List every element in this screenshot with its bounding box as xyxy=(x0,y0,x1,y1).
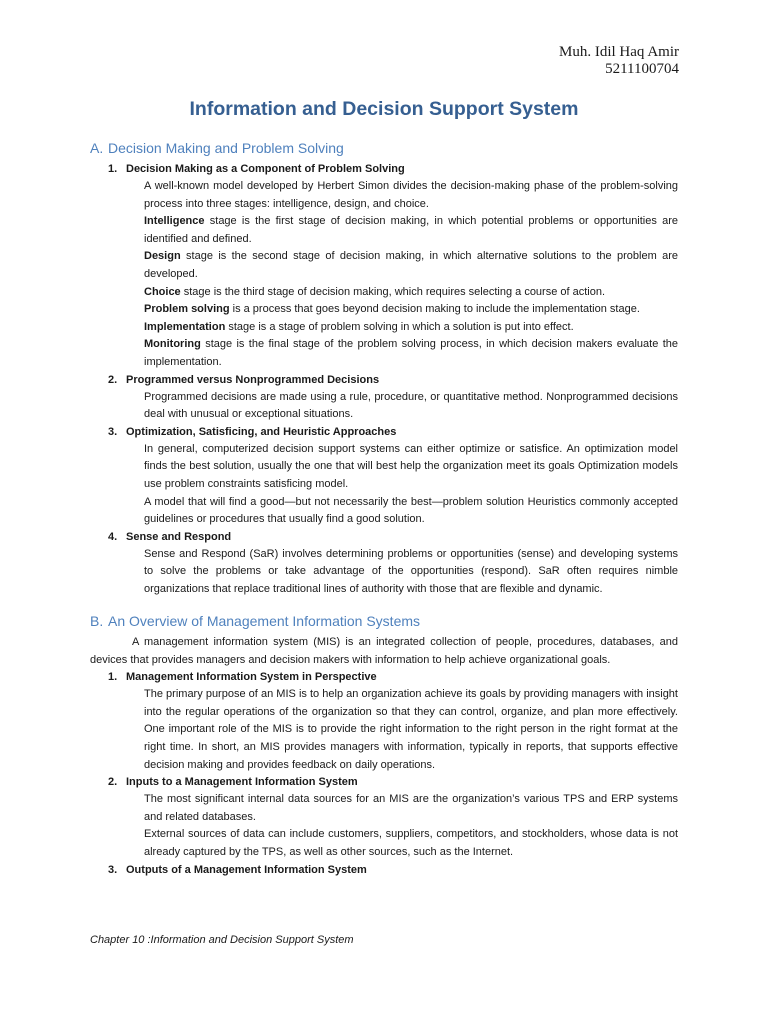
paragraph: In general, computerized decision support systems can either optimize or satisfice. An optimization model finds the best solution, usually the one that will best help the organization meet its goals Optimization models use problem constraints satisficing model. xyxy=(144,442,678,490)
section-b-title: An Overview of Management Information Systems xyxy=(108,613,421,629)
term: Monitoring xyxy=(144,338,201,351)
term-definition: stage is the final stage of the problem solving process, in which decision makers evaluate the implementation. xyxy=(144,338,678,368)
term: Problem solving xyxy=(144,303,230,316)
subsection-a2-heading xyxy=(108,372,678,389)
subsection-b2-heading xyxy=(108,774,678,791)
term-definition: stage is the first stage of decision making, in which potential problems or opportunities are identified and defined. xyxy=(144,215,678,245)
subsection-b2 xyxy=(108,774,678,861)
paragraph: Programmed decisions are made using a rule, procedure, or quantitative method. Nonprogrammed decisions deal with unusual or exceptional situations. xyxy=(144,390,678,421)
subsection-a1-heading xyxy=(108,161,678,178)
paragraph: A well-known model developed by Herbert Simon divides the decision-making phase of the problem-solving process into three stages: intelligence, design, and choice. xyxy=(144,180,678,210)
term: Design xyxy=(144,250,181,263)
author-block xyxy=(559,44,679,78)
section-a-title: Decision Making and Problem Solving xyxy=(108,140,344,156)
section-b-heading xyxy=(90,612,678,630)
author-id: 5211100704 xyxy=(605,61,679,77)
paragraph: A model that will find a good—but not necessarily the best—problem solution Heuristics commonly accepted guidelines or procedures that usually find a good solution. xyxy=(144,495,678,526)
subsection-b1-title: Management Information System in Perspective xyxy=(126,671,377,684)
document-title: Information and Decision Support System xyxy=(189,98,579,120)
term-definition: stage is the third stage of decision making, which requires selecting a course of action. xyxy=(180,285,606,298)
term-definition: stage is a stage of problem solving in which a solution is put into effect. xyxy=(225,320,574,333)
term: Choice xyxy=(144,285,181,298)
subsection-b2-number: 2. xyxy=(108,776,118,789)
subsection-a4 xyxy=(108,529,678,599)
subsection-a3-title: Optimization, Satisficing, and Heuristic Approaches xyxy=(126,425,397,438)
subsection-a4-body xyxy=(144,546,678,599)
paragraph: External sources of data can include customers, suppliers, competitors, and stockholders, whose data is not already captured by the TPS, as well as other sources, such as the Internet. xyxy=(144,828,678,858)
subsection-b1-heading xyxy=(108,669,678,686)
subsection-a3-number: 3. xyxy=(108,425,118,438)
subsection-b1 xyxy=(108,669,678,774)
paragraph: The most significant internal data sources for an MIS are the organization’s various TPS and ERP systems and related databases. xyxy=(144,793,678,823)
term-definition: is a process that goes beyond decision making to include the implementation stage. xyxy=(229,303,640,316)
section-b-letter: B. xyxy=(90,613,104,629)
subsection-b3 xyxy=(108,862,678,879)
subsection-a1-title: Decision Making as a Component of Problem Solving xyxy=(126,163,405,175)
subsection-a4-title: Sense and Respond xyxy=(126,530,232,543)
paragraph: Sense and Respond (SaR) involves determining problems or opportunities (sense) and developing systems to solve the problems or take advantage of the opportunities (respond). SaR often requires nimble organizations that replace traditional lines of authority with those that are flexible and dynamic. xyxy=(144,547,678,595)
subsection-a3 xyxy=(108,424,678,529)
term-definition: stage is the second stage of decision making, in which alternative solutions to the problem are developed. xyxy=(144,250,678,280)
subsection-a2-number: 2. xyxy=(108,373,118,386)
section-a-heading xyxy=(90,139,678,157)
subsection-b3-number: 3. xyxy=(108,863,118,876)
term: Implementation xyxy=(144,320,226,333)
paragraph xyxy=(144,336,678,371)
subsection-b3-title: Outputs of a Management Information System xyxy=(126,863,367,876)
subsection-a2-body xyxy=(144,389,678,424)
section-a-letter: A. xyxy=(90,140,104,156)
subsection-a1 xyxy=(108,161,678,372)
subsection-a4-heading xyxy=(108,529,678,546)
author-name: Muh. Idil Haq Amir xyxy=(559,44,679,60)
subsection-b2-body xyxy=(144,791,678,861)
term: Intelligence xyxy=(144,215,205,228)
subsection-b3-heading xyxy=(108,862,678,879)
subsection-b2-title: Inputs to a Management Information System xyxy=(126,776,358,789)
subsection-b1-body xyxy=(144,686,678,774)
subsection-a4-number: 4. xyxy=(108,530,118,543)
subsection-a1-number: 1. xyxy=(108,163,118,175)
section-b xyxy=(90,612,678,879)
subsection-b1-number: 1. xyxy=(108,671,118,684)
page-footer: Chapter 10 :Information and Decision Support System xyxy=(90,934,354,946)
subsection-a1-body xyxy=(144,178,678,372)
paragraph: The primary purpose of an MIS is to help an organization achieve its goals by providing managers with insight into the regular operations of the organization so that they can control, organize, and plan more effectively. One important role of the MIS is to provide the right information to the right person in the right format at the right time. In short, an MIS provides managers with information, typically in reports, that supports effective decision making and provides feedback on daily operations. xyxy=(144,688,678,771)
section-b-intro: A management information system (MIS) is an integrated collection of people, procedures, databases, and devices that provides managers and decision makers with information to help achieve organizational goals. xyxy=(90,636,678,666)
paragraph xyxy=(144,301,678,319)
subsection-a2-title: Programmed versus Nonprogrammed Decisions xyxy=(126,373,380,386)
paragraph xyxy=(144,248,678,283)
subsection-a2 xyxy=(108,372,678,424)
paragraph xyxy=(144,213,678,248)
paragraph xyxy=(144,284,678,302)
paragraph xyxy=(144,319,678,337)
subsection-a3-heading xyxy=(108,424,678,441)
subsection-a3-body xyxy=(144,441,678,529)
section-a xyxy=(90,139,678,598)
